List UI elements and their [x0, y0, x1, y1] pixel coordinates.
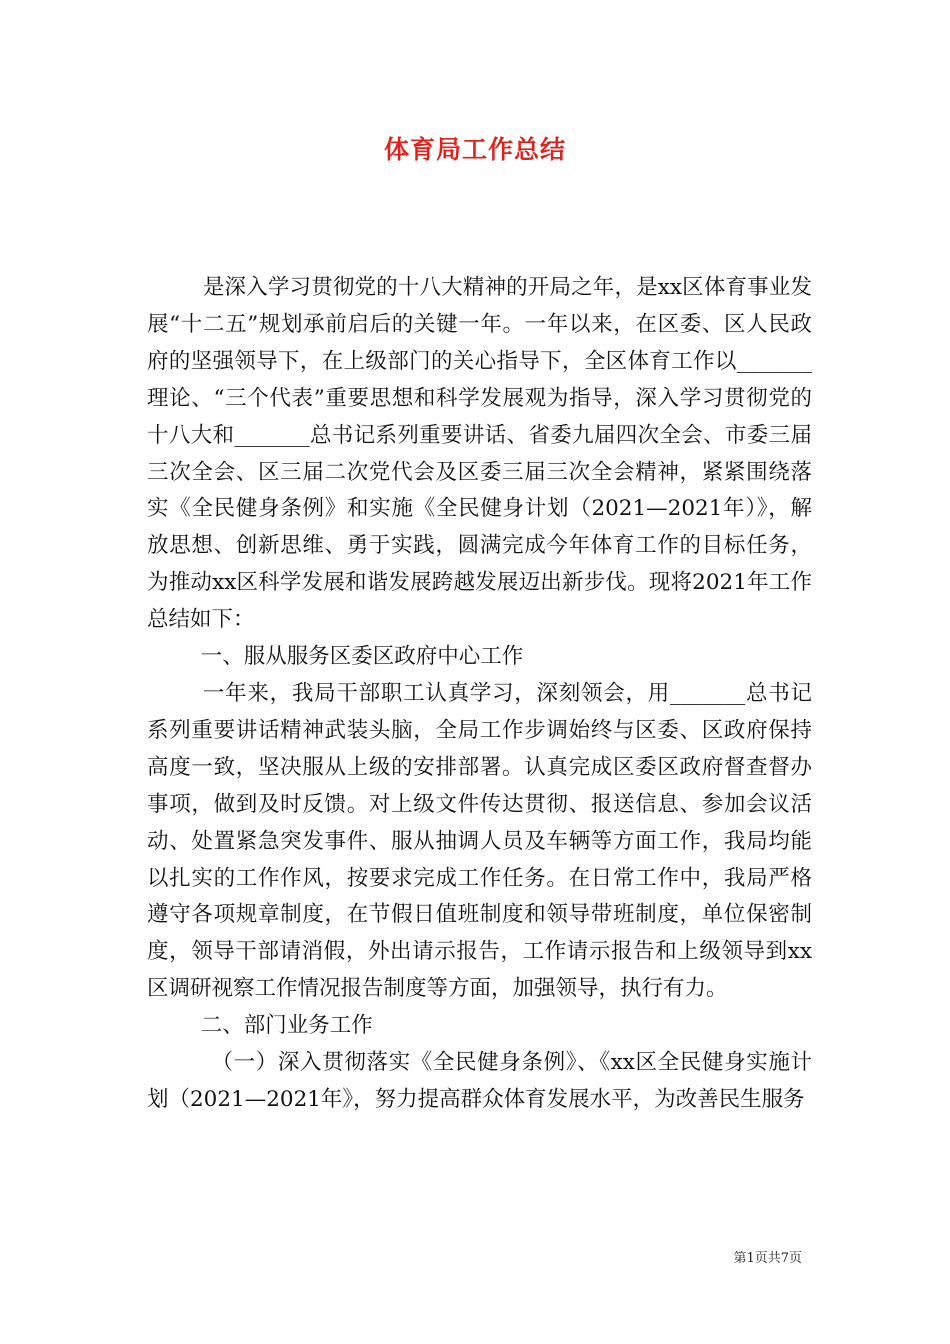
paragraph-intro: 是深入学习贯彻党的十八大精神的开局之年，是xx区体育事业发展“十二五”规划承前启后的关键一年。一年以来，在区委、区人民政府的坚强领导下，在上级部门的关心指导下，全区体育工作以_______理论、“三个代表”重要思想和科学发展观为指导，深入学习贯彻党的十八大和_______总书记系列重要讲话、省委九届四次全会、市委三届三次全会、区三届二次党代会及区委三届三次全会精神，紧紧围绕落实《全民健身条例》和实施《全民健身计划（2021—2021年）》，解放思想、创新思维、勇于实践，圆满完成今年体育工作的目标任务，为推动xx区科学发展和谐发展跨越发展迈出新步伐。现将2021年工作总结如下：: [147, 275, 812, 633]
section-heading-2: 二、部门业务工作: [200, 1013, 373, 1039]
document-body: [147, 270, 812, 1119]
subsection-heading-1: （一）深入贯彻落实《全民健身条例》、《xx区全民健身实施计划（2021—2021年》，努力提高群众体育发展水平，为改善民生服务: [147, 1050, 812, 1112]
page-number: 第1页共7页: [733, 1251, 802, 1266]
section-heading-1: 一、服从服务区委区政府中心工作: [200, 644, 524, 670]
paragraph-section-1: 一年来，我局干部职工认真学习，深刻领会，用_______总书记系列重要讲话精神武装头脑，全局工作步调始终与区委、区政府保持高度一致，坚决服从上级的安排部署。认真完成区委区政府督查督办事项，做到及时反馈。对上级文件传达贯彻、报送信息、参加会议活动、处置紧急突发事件、服从抽调人员及车辆等方面工作，我局均能以扎实的工作作风，按要求完成工作任务。在日常工作中，我局严格遵守各项规章制度，在节假日值班制度和领导带班制度，单位保密制度，领导干部请消假，外出请示报告，工作请示报告和上级领导到xx区调研视察工作情况报告制度等方面，加强领导，执行有力。: [147, 680, 812, 1002]
document-title: 体育局工作总结: [383, 135, 566, 164]
